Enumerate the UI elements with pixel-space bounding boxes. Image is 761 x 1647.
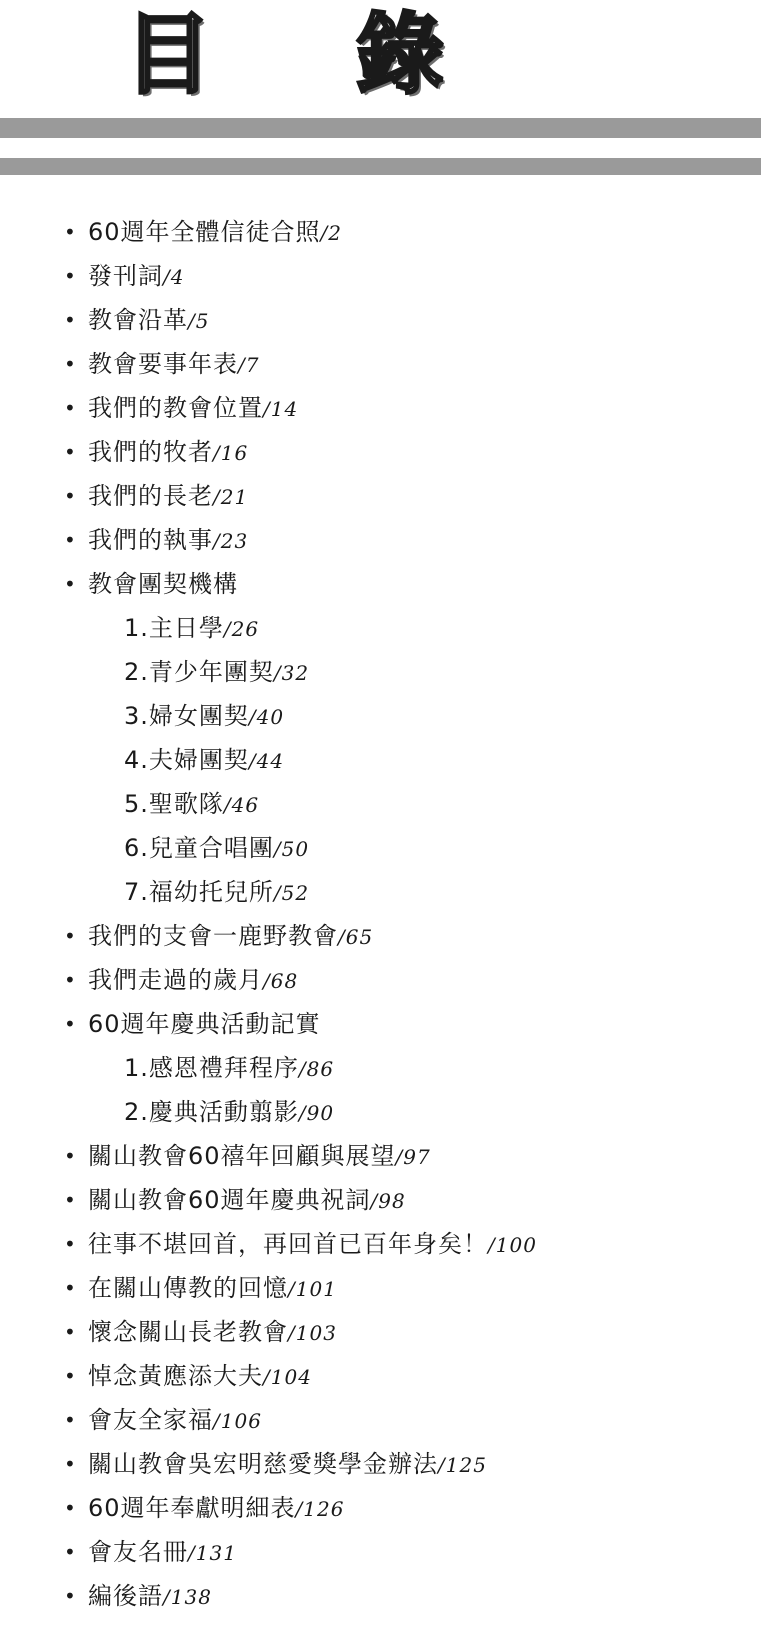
toc-bullet: • xyxy=(64,968,77,992)
toc-entry-title: 我們的支會一鹿野教會 xyxy=(88,922,338,950)
toc-entry-text xyxy=(88,298,209,343)
toc-bullet: • xyxy=(64,528,77,552)
toc-bullet: • xyxy=(64,440,77,464)
toc-entry-title: 1.主日學 xyxy=(124,614,224,642)
toc-entry-title: 60週年慶典活動記實 xyxy=(88,1010,321,1038)
toc-entry-title: 4.夫婦團契 xyxy=(124,746,249,774)
toc-bullet: • xyxy=(64,352,77,376)
toc-entry-text xyxy=(88,1178,406,1223)
toc-entry xyxy=(0,1310,761,1354)
toc-page-number: /90 xyxy=(298,1101,335,1125)
toc-entry-title: 6.兒童合唱團 xyxy=(124,834,274,862)
toc-entry-text xyxy=(124,870,309,915)
toc-entry-title: 教會沿革 xyxy=(88,306,188,334)
toc-subentry xyxy=(0,1046,761,1090)
toc-bullet: • xyxy=(64,924,77,948)
toc-entry-text xyxy=(88,914,373,959)
toc-bullet: • xyxy=(64,572,77,596)
toc-entry-text xyxy=(124,738,284,783)
toc-entry-title: 悼念黃應添大夫 xyxy=(88,1362,263,1390)
toc-entry-text xyxy=(124,1090,334,1135)
toc-page-number: /2 xyxy=(320,221,343,245)
toc-entry-text xyxy=(88,474,248,519)
toc-bullet: • xyxy=(64,264,77,288)
toc-page-number: /97 xyxy=(395,1145,431,1169)
toc-page-number: /21 xyxy=(213,485,249,509)
toc-entry-text xyxy=(88,1266,337,1311)
toc-subentry xyxy=(0,650,761,694)
toc-bullet: • xyxy=(64,1144,77,1168)
toc-subentry xyxy=(0,738,761,782)
toc-bullet: • xyxy=(64,308,77,332)
toc-page-number: /52 xyxy=(273,881,310,905)
toc-entry-text xyxy=(124,1046,334,1091)
toc-entry xyxy=(0,1486,761,1530)
toc-entry-text xyxy=(88,342,259,387)
toc-entry-text xyxy=(88,1574,212,1619)
toc-page-number: /16 xyxy=(213,441,249,465)
toc-entry xyxy=(0,1002,761,1046)
toc-page-number: /23 xyxy=(213,529,249,553)
toc-entry xyxy=(0,562,761,606)
toc-page-number: /103 xyxy=(288,1321,337,1345)
toc-entry xyxy=(0,1442,761,1486)
toc-entry-text xyxy=(88,1442,487,1487)
toc-entry-text xyxy=(88,958,298,1003)
toc-entry-text xyxy=(88,1354,312,1399)
toc-entry-text xyxy=(88,254,184,299)
toc-entry xyxy=(0,914,761,958)
toc-page-number: /7 xyxy=(238,353,260,377)
header-rule-top xyxy=(0,118,761,138)
toc-entry-title: 3.婦女團契 xyxy=(124,702,249,730)
toc-page-number: /32 xyxy=(273,661,310,685)
toc-entry-title: 1.感恩禮拜程序 xyxy=(124,1054,299,1082)
toc-entry-text xyxy=(88,430,248,475)
toc-entry-text xyxy=(124,650,309,695)
toc-entry-title: 我們的教會位置 xyxy=(88,394,263,422)
toc-entry-title: 教會要事年表 xyxy=(88,350,238,378)
toc-entry-title: 2.慶典活動翦影 xyxy=(124,1098,299,1126)
toc-bullet: • xyxy=(64,1364,77,1388)
toc-page-number: /131 xyxy=(188,1541,237,1565)
toc-page-number: /44 xyxy=(248,749,285,773)
toc-subentry xyxy=(0,826,761,870)
toc-entry xyxy=(0,1574,761,1618)
toc-page-number: /46 xyxy=(223,793,260,817)
toc-page-number: /14 xyxy=(263,397,299,421)
toc-entry-text xyxy=(88,386,298,431)
header xyxy=(0,0,761,110)
toc-page-number: /86 xyxy=(298,1057,335,1081)
toc-entry-title: 我們的執事 xyxy=(88,526,213,554)
toc-entry-title: 懷念關山長老教會 xyxy=(88,1318,288,1346)
toc-bullet: • xyxy=(64,1584,77,1608)
toc-bullet: • xyxy=(64,1540,77,1564)
toc-entry-text xyxy=(124,782,259,827)
toc-page-number: /125 xyxy=(438,1453,487,1477)
page-title-char-2: 錄 xyxy=(356,2,445,106)
toc-entry-title: 我們的長老 xyxy=(88,482,213,510)
toc-page-number: /138 xyxy=(163,1585,212,1609)
toc-entry-title: 在關山傳教的回憶 xyxy=(88,1274,288,1302)
toc-entry xyxy=(0,1178,761,1222)
toc-page-number: /100 xyxy=(488,1233,537,1257)
toc-entry-title: 關山教會60禧年回顧與展望 xyxy=(88,1142,396,1170)
header-rule-bottom xyxy=(0,158,761,175)
toc-entry-text xyxy=(88,1002,321,1047)
toc-bullet: • xyxy=(64,220,77,244)
toc-entry-title: 發刊詞 xyxy=(88,262,163,290)
toc-entry xyxy=(0,386,761,430)
table-of-contents xyxy=(0,210,761,1618)
toc-bullet: • xyxy=(64,484,77,508)
toc-bullet: • xyxy=(64,1496,77,1520)
toc-entry-title: 關山教會60週年慶典祝詞 xyxy=(88,1186,371,1214)
toc-entry xyxy=(0,1398,761,1442)
toc-entry-title: 會友全家福 xyxy=(88,1406,213,1434)
toc-entry xyxy=(0,958,761,1002)
toc-entry xyxy=(0,1222,761,1266)
toc-entry-text xyxy=(88,1222,537,1267)
toc-entry-text xyxy=(88,1398,262,1443)
toc-bullet: • xyxy=(64,1408,77,1432)
toc-entry-title: 我們的牧者 xyxy=(88,438,213,466)
toc-entry-title: 關山教會吳宏明慈愛獎學金辦法 xyxy=(88,1450,438,1478)
toc-bullet: • xyxy=(64,1012,77,1036)
toc-page-number: /50 xyxy=(273,837,310,861)
toc-entry-title: 60週年奉獻明細表 xyxy=(88,1494,296,1522)
toc-bullet: • xyxy=(64,1276,77,1300)
toc-entry-title: 我們走過的歲月 xyxy=(88,966,263,994)
toc-subentry xyxy=(0,694,761,738)
toc-page-number: /65 xyxy=(338,925,374,949)
toc-bullet: • xyxy=(64,1320,77,1344)
toc-entry xyxy=(0,254,761,298)
toc-page-number: /126 xyxy=(295,1497,345,1521)
toc-entry-text xyxy=(88,1530,237,1575)
toc-entry-text xyxy=(124,826,309,871)
toc-entry xyxy=(0,342,761,386)
toc-page-number: /68 xyxy=(263,969,299,993)
toc-subentry xyxy=(0,870,761,914)
toc-page-number: /101 xyxy=(288,1277,337,1301)
toc-entry-text xyxy=(88,518,248,563)
toc-entry-text xyxy=(124,694,284,739)
toc-entry xyxy=(0,518,761,562)
toc-subentry xyxy=(0,1090,761,1134)
toc-page-number: /104 xyxy=(263,1365,312,1389)
toc-entry-title: 60週年全體信徒合照 xyxy=(88,218,321,246)
toc-entry xyxy=(0,1266,761,1310)
toc-entry-text xyxy=(88,1134,431,1179)
toc-entry xyxy=(0,1530,761,1574)
toc-entry-text xyxy=(88,1486,344,1531)
toc-entry-text xyxy=(88,1310,337,1355)
toc-entry-title: 教會團契機構 xyxy=(88,570,238,598)
toc-page-number: /4 xyxy=(163,265,185,289)
toc-page-number: /26 xyxy=(223,617,260,641)
toc-page-number: /5 xyxy=(188,309,210,333)
toc-page-number: /40 xyxy=(248,705,285,729)
toc-bullet: • xyxy=(64,1452,77,1476)
toc-subentry xyxy=(0,782,761,826)
toc-entry xyxy=(0,210,761,254)
toc-entry xyxy=(0,298,761,342)
toc-entry-title: 7.福幼托兒所 xyxy=(124,878,274,906)
page-title-char-1: 目 xyxy=(124,2,213,106)
toc-entry xyxy=(0,474,761,518)
toc-entry-title: 5.聖歌隊 xyxy=(124,790,224,818)
toc-entry-text xyxy=(124,606,259,651)
toc-bullet: • xyxy=(64,1188,77,1212)
toc-bullet: • xyxy=(64,396,77,420)
toc-entry-title: 編後語 xyxy=(88,1582,163,1610)
toc-entry-text xyxy=(88,210,342,255)
toc-entry xyxy=(0,1134,761,1178)
toc-page-number: /106 xyxy=(213,1409,262,1433)
toc-subentry xyxy=(0,606,761,650)
toc-page-number: /98 xyxy=(370,1189,406,1213)
toc-entry-text xyxy=(88,562,238,607)
toc-entry-title: 會友名冊 xyxy=(88,1538,188,1566)
toc-entry xyxy=(0,1354,761,1398)
toc-entry xyxy=(0,430,761,474)
toc-entry-title: 2.青少年團契 xyxy=(124,658,274,686)
toc-entry-title: 往事不堪回首，再回首已百年身矣！ xyxy=(88,1230,488,1258)
toc-bullet: • xyxy=(64,1232,77,1256)
